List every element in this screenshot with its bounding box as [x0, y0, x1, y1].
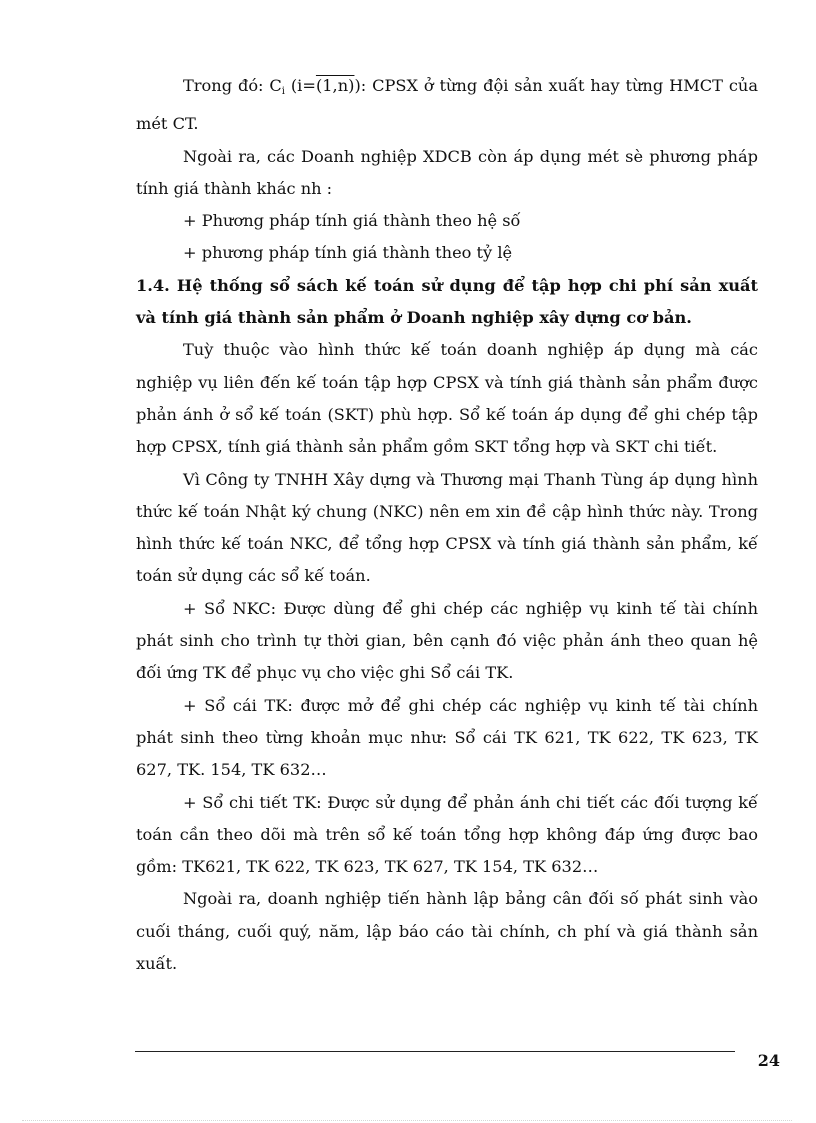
- list-item-detail-ledger: + Sổ chi tiết TK: Được sử dụng để phản ánh chi tiết các đối tượng kế toán cần theo dõi mà trên sổ kế toán tổng hợp không đáp ứng được bao gồm: TK621, TK 622, TK 623, TK 627, TK 154, TK 632…: [136, 792, 758, 877]
- paragraph-company-nkc: Vì Công ty TNHH Xây dựng và Thương mại Thanh Tùng áp dụng hình thức kế toán Nhật ký chung (NKC) nên em xin đề cập hình thức này. Trong hình thức kế toán NKC, để tổng hợp CPSX và tính giá thành sản phẩm, kế toán sử dụng các sổ kế toán.: [136, 469, 758, 586]
- paragraph-accounting-books: Tuỳ thuộc vào hình thức kế toán doanh nghiệp áp dụng mà các nghiệp vụ liên đến kế toán tập hợp CPSX và tính giá thành sản phẩm được phản ánh ở sổ kế toán (SKT) phù hợp. Sổ kế toán áp dụng để ghi chép tập hợp CPSX, tính giá thành sản phẩm gồm SKT tổng hợp và SKT chi tiết.: [136, 340, 758, 457]
- paragraph-balance-sheet: Ngoài ra, doanh nghiệp tiến hành lập bảng cân đối số phát sinh vào cuối tháng, cuối quý, năm, lập báo cáo tài chính, ch phí và giá thành sản xuất.: [136, 889, 758, 974]
- body-text: [136, 70, 758, 980]
- paragraph-other-methods: Ngoài ra, các Doanh nghiệp XDCB còn áp dụng mét sè phương pháp tính giá thành khác nh :: [136, 146, 758, 198]
- formula-rest: ): CPSX ở từng đội sản xuất hay từng HMCT của mét CT.: [136, 76, 759, 134]
- page-number: 24: [757, 1051, 780, 1070]
- section-heading: 1.4. Hệ thống sổ sách kế toán sử dụng để tập hợp chi phí sản xuất và tính giá thành sản phẩm ở Doanh nghiệp xây dựng cơ bản.: [136, 275, 758, 328]
- footer-rule: [135, 1051, 735, 1052]
- list-item-ledger: + Sổ cái TK: được mở để ghi chép các nghiệp vụ kinh tế tài chính phát sinh theo từng khoản mục như: Sổ cái TK 621, TK 622, TK 623, TK 627, TK. 154, TK 632…: [136, 695, 758, 780]
- list-item-coefficient-method: + Phương pháp tính giá thành theo hệ số: [183, 211, 521, 231]
- paragraph-formula: [136, 70, 758, 141]
- page-bottom-border: [22, 1120, 792, 1121]
- formula-overline-range: (1,n): [315, 76, 355, 95]
- formula-prefix: Trong đó: C: [183, 76, 282, 95]
- formula-subscript: i: [281, 86, 285, 97]
- list-item-ratio-method: + phương pháp tính giá thành theo tỷ lệ: [183, 243, 513, 263]
- formula-open: (i=: [284, 76, 316, 95]
- list-item-nkc-book: + Sổ NKC: Được dùng để ghi chép các nghiệp vụ kinh tế tài chính phát sinh cho trình tự thời gian, bên cạnh đó việc phản ánh theo quan hệ đối ứng TK để phục vụ cho việc ghi Sổ cái TK.: [136, 598, 758, 683]
